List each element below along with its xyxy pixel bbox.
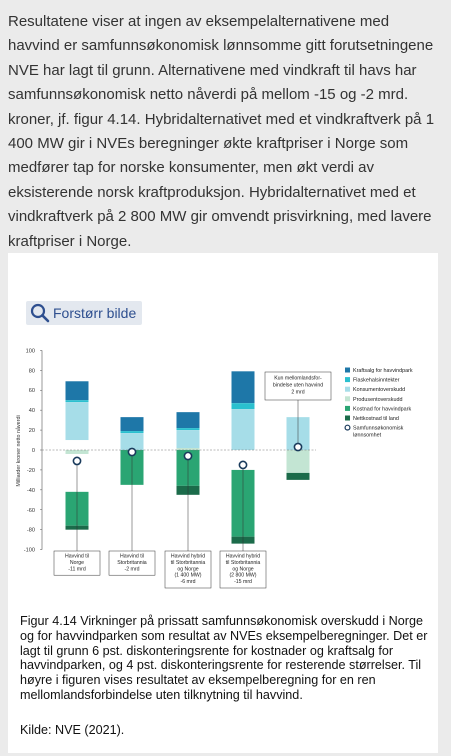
bar-segment bbox=[232, 403, 255, 409]
y-tick-label: 40 bbox=[28, 408, 35, 415]
category-label: -6 mrd bbox=[180, 579, 196, 586]
category-label: -2 mrd bbox=[124, 566, 140, 573]
category-label: til Storbritannia bbox=[225, 559, 261, 566]
y-axis-label: Milliarder kroner netto nåverdi bbox=[16, 415, 22, 487]
category-label: Storbritannia bbox=[117, 559, 147, 566]
net-value-marker bbox=[294, 443, 301, 450]
y-tick-label: 100 bbox=[25, 348, 35, 355]
category-label: -11 mrd bbox=[68, 566, 86, 573]
y-tick-label: 20 bbox=[28, 428, 35, 435]
intro-paragraph: Resultatene viser at ingen av eksempelalternativene med havvind er samfunnsøkonomisk lønnsomme gitt forutsetningene NVE har lagt til grunn. Alternativene med vindkraft til havs har samfunnsøkonomisk netto nåverdi på mellom -15 og -2 mrd. kroner, jf. figur 4.14. Hybridalternativet med et vindkraftverk på 1 400 MW gir i NVEs beregninger økte kraftpriser i Norge som medfører tap for norske konsumenter, men økt verdi av eksisterende norsk kraftproduksjon. Hybridalternativet med et vindkraftverk på 2 800 MW gir omvendt prisvirkning, med lavere kraftpriser i Norge. bbox=[8, 13, 435, 250]
category-label: til Storbritannia bbox=[170, 559, 206, 566]
category-label: Havvind hybrid bbox=[170, 553, 206, 560]
zoom-image-label: Forstørr bilde bbox=[53, 305, 137, 321]
figure-source: Kilde: NVE (2021). bbox=[20, 723, 125, 737]
category-label: Havvind til bbox=[120, 553, 144, 560]
category-label: Havvind hybrid bbox=[225, 553, 261, 560]
legend-label: Kraftsalg for havvindpark bbox=[353, 368, 413, 374]
bar-segment bbox=[287, 450, 310, 473]
category-label: (2 800 MW) bbox=[229, 572, 257, 579]
y-tick-label: -100 bbox=[23, 547, 35, 554]
bar-segment bbox=[177, 448, 200, 450]
net-value-marker bbox=[128, 448, 135, 455]
legend-label: lønnsomhet bbox=[353, 432, 382, 439]
bar-segment bbox=[232, 409, 255, 450]
bar-segment bbox=[121, 431, 144, 433]
bar-segment bbox=[177, 428, 200, 430]
legend-swatch bbox=[345, 387, 350, 392]
bar-segment bbox=[66, 400, 89, 402]
legend-swatch bbox=[345, 377, 350, 382]
net-value-marker bbox=[184, 452, 191, 459]
net-value-marker bbox=[239, 461, 246, 468]
y-tick-label: -60 bbox=[26, 507, 35, 514]
bar-segment bbox=[66, 402, 89, 440]
figure-card bbox=[8, 253, 438, 753]
y-tick-label: -40 bbox=[26, 487, 35, 494]
legend-swatch bbox=[345, 368, 350, 373]
net-value-marker bbox=[73, 457, 80, 464]
legend-label: Nettkostnad til land bbox=[353, 416, 399, 422]
y-tick-label: -80 bbox=[26, 527, 35, 534]
legend-label: Produsentoverskudd bbox=[353, 396, 403, 403]
legend-swatch bbox=[345, 406, 350, 411]
y-tick-label: 80 bbox=[28, 368, 35, 375]
category-label: Havvind til bbox=[65, 553, 89, 560]
bar-segment bbox=[121, 433, 144, 450]
legend-label: Konsumentoverskudd bbox=[353, 387, 406, 394]
figure-chart bbox=[8, 341, 438, 609]
bar-segment bbox=[287, 473, 310, 480]
annotation-text: 2 mrd bbox=[291, 389, 305, 396]
zoom-image-button[interactable] bbox=[26, 301, 142, 325]
legend-label: Flaskehalsinntekter bbox=[353, 377, 400, 384]
bar-segment bbox=[177, 412, 200, 428]
category-label: og Norge bbox=[177, 566, 199, 573]
legend-label: Samfunnsøkonomisk bbox=[353, 425, 404, 432]
y-tick-label: 0 bbox=[31, 448, 35, 454]
bar-segment bbox=[232, 371, 255, 403]
y-tick-label: 60 bbox=[28, 388, 35, 395]
category-label: og Norge bbox=[232, 566, 254, 573]
figure-caption: Figur 4.14 Virkninger på prissatt samfunnsøkonomisk overskudd i Norge og for havvindparken som resultat av NVEs eksempelberegninger. Det er lagt til grunn 6 pst. diskonteringsrente for kostnader og kraftsalg for havvindparken, og 4 pst. diskonteringsrente for resterende størrelser. Til høyre i figuren vises resultatet av eksempelberegning for en ren mellomlandsforbindelse uten tilknytning til havvind. bbox=[20, 614, 428, 702]
legend-label: Kostnad for havvindpark bbox=[353, 406, 412, 413]
bar-segment bbox=[177, 430, 200, 448]
annotation-text: Kun mellomlandsfor- bbox=[274, 375, 322, 382]
y-tick-label: -20 bbox=[26, 467, 35, 474]
bar-segment bbox=[66, 450, 89, 454]
legend-swatch bbox=[345, 396, 350, 401]
bar-segment bbox=[66, 381, 89, 400]
bar-segment bbox=[121, 417, 144, 431]
category-label: -15 mrd bbox=[234, 579, 252, 586]
category-label: (1 400 MW) bbox=[174, 572, 202, 579]
legend-swatch bbox=[345, 416, 350, 421]
annotation-text: bindelse uten havvind bbox=[272, 382, 324, 389]
legend-marker bbox=[345, 425, 350, 430]
magnifier-icon bbox=[30, 303, 50, 323]
category-label: Norge bbox=[69, 559, 85, 566]
